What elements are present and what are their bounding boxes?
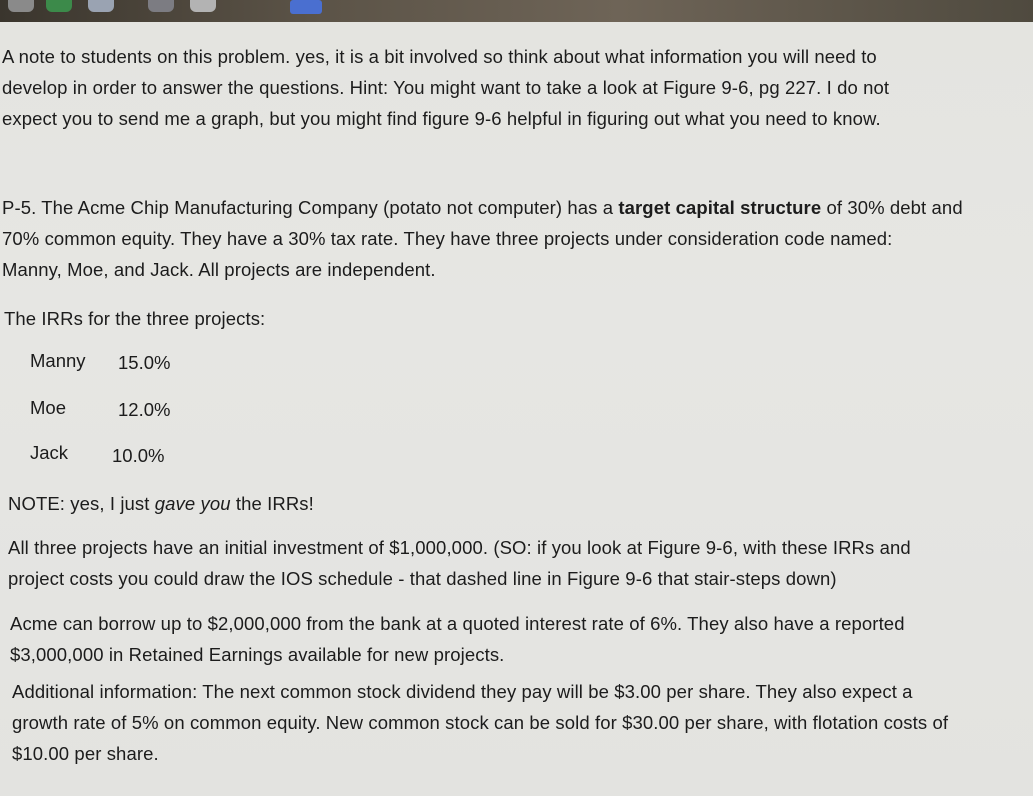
irr-value: 15.0% — [118, 352, 171, 373]
irr-project-name: Manny — [30, 350, 86, 371]
irr-value: 10.0% — [112, 445, 165, 466]
app-icon[interactable] — [88, 0, 114, 12]
window-top-strip — [0, 0, 1033, 22]
student-note — [2, 41, 889, 134]
note-text: the IRRs! — [230, 493, 314, 514]
additional-info-paragraph — [12, 676, 948, 769]
irr-project-name: Moe — [30, 397, 66, 418]
additional-line: Additional information: The next common stock dividend they pay will be $3.00 per share. They also expect a — [12, 681, 913, 702]
additional-line: growth rate of 5% on common equity. New common stock can be sold for $30.00 per share, with flotation costs of — [12, 712, 949, 733]
investment-line: project costs you could draw the IOS schedule - that dashed line in Figure 9-6 that stair-steps down) — [8, 568, 837, 589]
investment-line: All three projects have an initial investment of $1,000,000. (SO: if you look at Figure 9-6, with these IRRs and — [8, 537, 911, 558]
investment-paragraph — [8, 532, 911, 594]
problem-statement — [2, 192, 963, 285]
calendar-icon[interactable] — [290, 0, 322, 14]
note-line: develop in order to answer the questions. Hint: You might want to take a look at Figure 9-6, pg 227. I do not — [2, 77, 890, 98]
note-line: expect you to send me a graph, but you might find figure 9-6 helpful in figuring out what you need to know. — [2, 108, 881, 129]
app-icon[interactable] — [8, 0, 34, 12]
problem-line — [2, 192, 963, 223]
borrowing-line: $3,000,000 in Retained Earnings available for new projects. — [10, 644, 505, 665]
irr-heading: The IRRs for the three projects: — [4, 308, 266, 329]
borrowing-line: Acme can borrow up to $2,000,000 from the bank at a quoted interest rate of 6%. They also have a reported — [10, 613, 905, 634]
problem-line: Manny, Moe, and Jack. All projects are independent. — [2, 259, 436, 280]
irr-note — [8, 488, 314, 519]
app-icon[interactable] — [190, 0, 216, 12]
irr-project-name: Jack — [30, 442, 69, 463]
problem-text: P-5. The Acme Chip Manufacturing Company (potato not computer) has a — [2, 197, 619, 218]
additional-line: $10.00 per share. — [12, 743, 159, 764]
note-text: NOTE: yes, I just — [8, 493, 155, 514]
note-line: A note to students on this problem. yes, it is a bit involved so think about what information you will need to — [2, 46, 877, 67]
note-emphasis: gave you — [154, 493, 231, 514]
app-icon[interactable] — [148, 0, 174, 12]
irr-value: 12.0% — [118, 399, 171, 420]
problem-text: of 30% debt and — [821, 197, 963, 218]
app-icon[interactable] — [46, 0, 72, 12]
problem-line: 70% common equity. They have a 30% tax rate. They have three projects under consideration code named: — [2, 228, 893, 249]
problem-emphasis: target capital structure — [618, 197, 822, 218]
borrowing-paragraph — [10, 608, 905, 670]
